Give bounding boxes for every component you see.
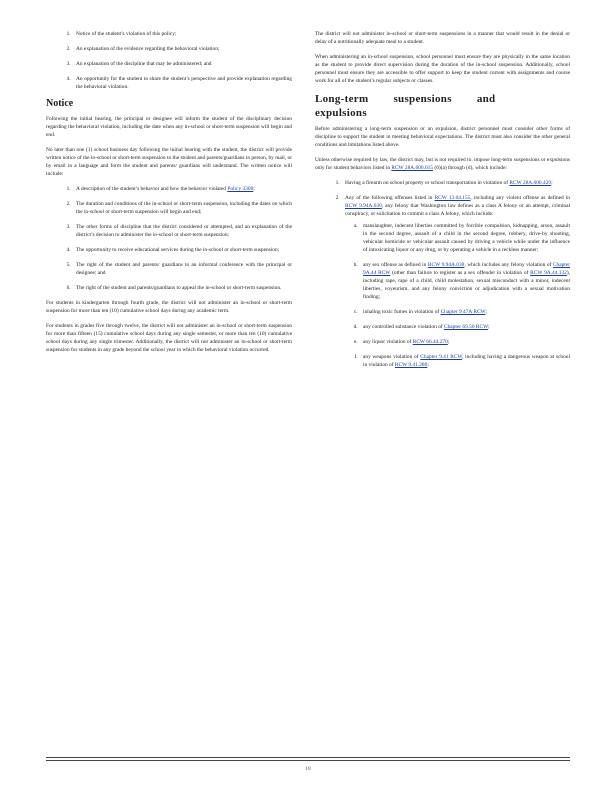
supervision-paragraph: When administering an in-school suspension, school personnel must ensure they are physically in the same location as the student to provide direct supervision during the duration of the in-school suspension. Additionally, school personnel must ensure they are accessible to offer support to keep the student current with assignments and course work for all of the student’s regular subjects or classes.: [315, 54, 570, 84]
long-term-heading: Long-term suspensions and expulsions: [315, 93, 496, 119]
chapter-941-link[interactable]: Chapter 9.41 RCW: [420, 354, 463, 360]
long-term-behaviors-list: [315, 179, 570, 369]
rcw-941280-link[interactable]: RCW 9.41.280: [394, 362, 428, 368]
footer-divider: [46, 757, 570, 758]
page-number: 18: [305, 766, 311, 772]
list-item: 3. The other forms of discipline that the district considered or attempted, and an explanation of the district’s decision to administer the in-school or short-term suspension;: [72, 223, 292, 239]
meal-paragraph: The district will not administer in-school or short-term suspensions in a manner that would result in the denial or delay of a nutritionally adequate meal to a student.: [315, 31, 570, 45]
footer-divider: [46, 760, 570, 761]
rcw-9a44132-link[interactable]: RCW 9A.44.132: [530, 270, 567, 276]
consider-discipline-paragraph: Before administering a long-term suspension or an expulsion, district personnel must consider other forms of discipline to support the student in meeting behavioral expectations. The district must also consider the other general conditions and limitations listed above.: [315, 126, 570, 148]
rcw-1304155-link[interactable]: RCW 13.04.155: [434, 195, 471, 201]
list-item: e. any liquor violation of RCW 66.44.270;: [359, 338, 570, 346]
list-item: 4. An opportunity for the student to share the student’s perspective and provide explanation regarding the behavioral violation.: [72, 75, 292, 91]
notice-paragraph: Following the initial hearing, the principal or designee will inform the student of the disciplinary decision regarding the behavioral violation, including the date when any in-school or short-term suspension will begin and end.: [46, 116, 292, 138]
offense-sub-list: [345, 222, 570, 369]
list-item: 1. A description of the student’s behavior and how the behavior violated Policy 3300;: [72, 185, 292, 193]
list-item: a. manslaughter, indecent liberties committed by forcible compulsion, kidnapping, arson, assault in the second degree, assault of a child in the second degree, robbery, drive-by shooting, vehicular homicide or vehicular assault caused by driving a vehicle while under the influence of intoxicating liquor or any drug, or by operating a vehicle in a reckless manner;: [359, 222, 570, 254]
list-item: 2. Any of the following offenses listed in RCW 13.04.155, including any violent offense as defined in RCW 9.94A.030, any felony that Washington law defines as a class A felony or an attempt, criminal conspiracy, or solicitation to commit a class A felony, which include: a. manslaughter, indecent liberties committed by forcible compulsion, kidnapping, arson, assault in the second degree, assault of a child in the second degree, robbery, drive-by shooting, vehicular homicide or vehicular assault caused by driving a vehicle while under the influence of intoxicating liquor or any drug, or by operating a vehicle in a reckless manner; b. any sex offense as defined in RCW 9.94A.030, which includes any felony violation of Chapter 9A.44 RCW (other than failure to register as a sex offender in violation of RCW 9A.44.132), including rape, rape of a child, child molestation, sexual misconduct with a minor, indecent liberties, voyeurism, and any felony conviction or adjudication with a sexual motivation finding; c. inhaling toxic fumes in violation of Chapter 9.47A RCW; d. any controlled substance violation of Chapter 69.50 RCW; e. any liquor violation of RCW 66.44.270; f. any weapons violation of Chapter 9.41 RCW, including having a dangerous weapon at school in violation of RCW 9.41.280;: [341, 194, 570, 369]
rcw-994a030-link[interactable]: RCW 9.94A.030: [345, 203, 382, 209]
rcw-28a600015-link[interactable]: RCW 28A.600.015: [391, 165, 434, 171]
chapter-6950-link[interactable]: Chapter 69.50 RCW: [444, 324, 488, 330]
left-column: [46, 30, 292, 361]
list-item: c. inhaling toxic fumes in violation of Chapter 9.47A RCW;: [359, 308, 570, 316]
list-item: b. any sex offense as defined in RCW 9.94A.030, which includes any felony violation of Chapter 9A.44 RCW (other than failure to register as a sex offender in violation of RCW 9A.44.132), including rape, rape of a child, child molestation, sexual misconduct with a minor, indecent liberties, voyeurism, and any felony conviction or adjudication with a sexual motivation finding;: [359, 261, 570, 301]
list-item: 5. The right of the student and parents/ guardians to an informal conference with the principal or designee; and: [72, 261, 292, 277]
k4-limit-paragraph: For students in kindergarten through fourth grade, the district will not administer an in-school or short-term suspension for more than ten (10) cumulative school days during any academic term.: [46, 300, 292, 314]
list-item: 1. Having a firearm on school property or school transportation in violation of RCW 28A.600.420;: [341, 179, 570, 187]
list-item: 2. An explanation of the evidence regarding the behavioral violation;: [72, 45, 292, 53]
written-notice-list: [46, 185, 292, 292]
right-column: [315, 30, 570, 376]
rcw-994a030-link[interactable]: RCW 9.94A.030: [427, 262, 465, 268]
list-item: 3. An explanation of the discipline that may be administered; and: [72, 60, 292, 68]
list-item: 1. Notice of the student’s violation of this policy;: [72, 30, 292, 38]
list-item: 4. The opportunity to receive educational services during the in-school or short-term suspension;: [72, 246, 292, 254]
list-item: d. any controlled substance violation of Chapter 69.50 RCW;: [359, 323, 570, 331]
list-item: 6. The right of the student and parents/guardians to appeal the in-school or short-term suspension.: [72, 284, 292, 292]
list-item: 2. The duration and conditions of the in-school or short-term suspension, including the dates on which the in-school or short-term suspension will begin and end;: [72, 200, 292, 216]
chapter-9a44-link[interactable]: Chapter 9A.44 RCW: [363, 262, 570, 276]
policy-3300-link[interactable]: Policy 3300: [227, 186, 254, 192]
chapter-947a-link[interactable]: Chapter 9.47A RCW: [440, 309, 486, 315]
grades-5-12-limit-paragraph: For students in grades five through twelve, the district will not administer an in-school or short-term suspension for more than fifteen (15) cumulative school days during any single semester, or more than ten (10) cumulative school days during any single trimester. Additionally, the district will not administer an in-school or short-term suspension for students in any grade beyond the school year in which the behavioral violation occurred.: [46, 323, 292, 353]
written-notice-paragraph: No later than one (1) school business day following the initial hearing with the student, the district will provide written notice of the in-school or short-term suspension to the student and parents/guardians in person, by mail, or by email in a language and form the student and parents/ guardians will understand. The written notice will include:: [46, 147, 292, 177]
list-item: f. any weapons violation of Chapter 9.41 RCW, including having a dangerous weapon at school in violation of RCW 9.41.280;: [359, 353, 570, 369]
notice-heading: Notice: [46, 98, 74, 109]
rcw-28a600420-link[interactable]: RCW 28A.600.420: [509, 180, 552, 186]
behaviors-paragraph: Unless otherwise required by law, the district may, but is not required to, impose long-term suspensions or expulsions only for student behaviors listed in RCW 28A.600.015 (6)(a) through (d), which include:: [315, 157, 570, 171]
hearing-requirements-list: [46, 30, 292, 91]
rcw-6644270-link[interactable]: RCW 66.44.270: [412, 339, 448, 345]
